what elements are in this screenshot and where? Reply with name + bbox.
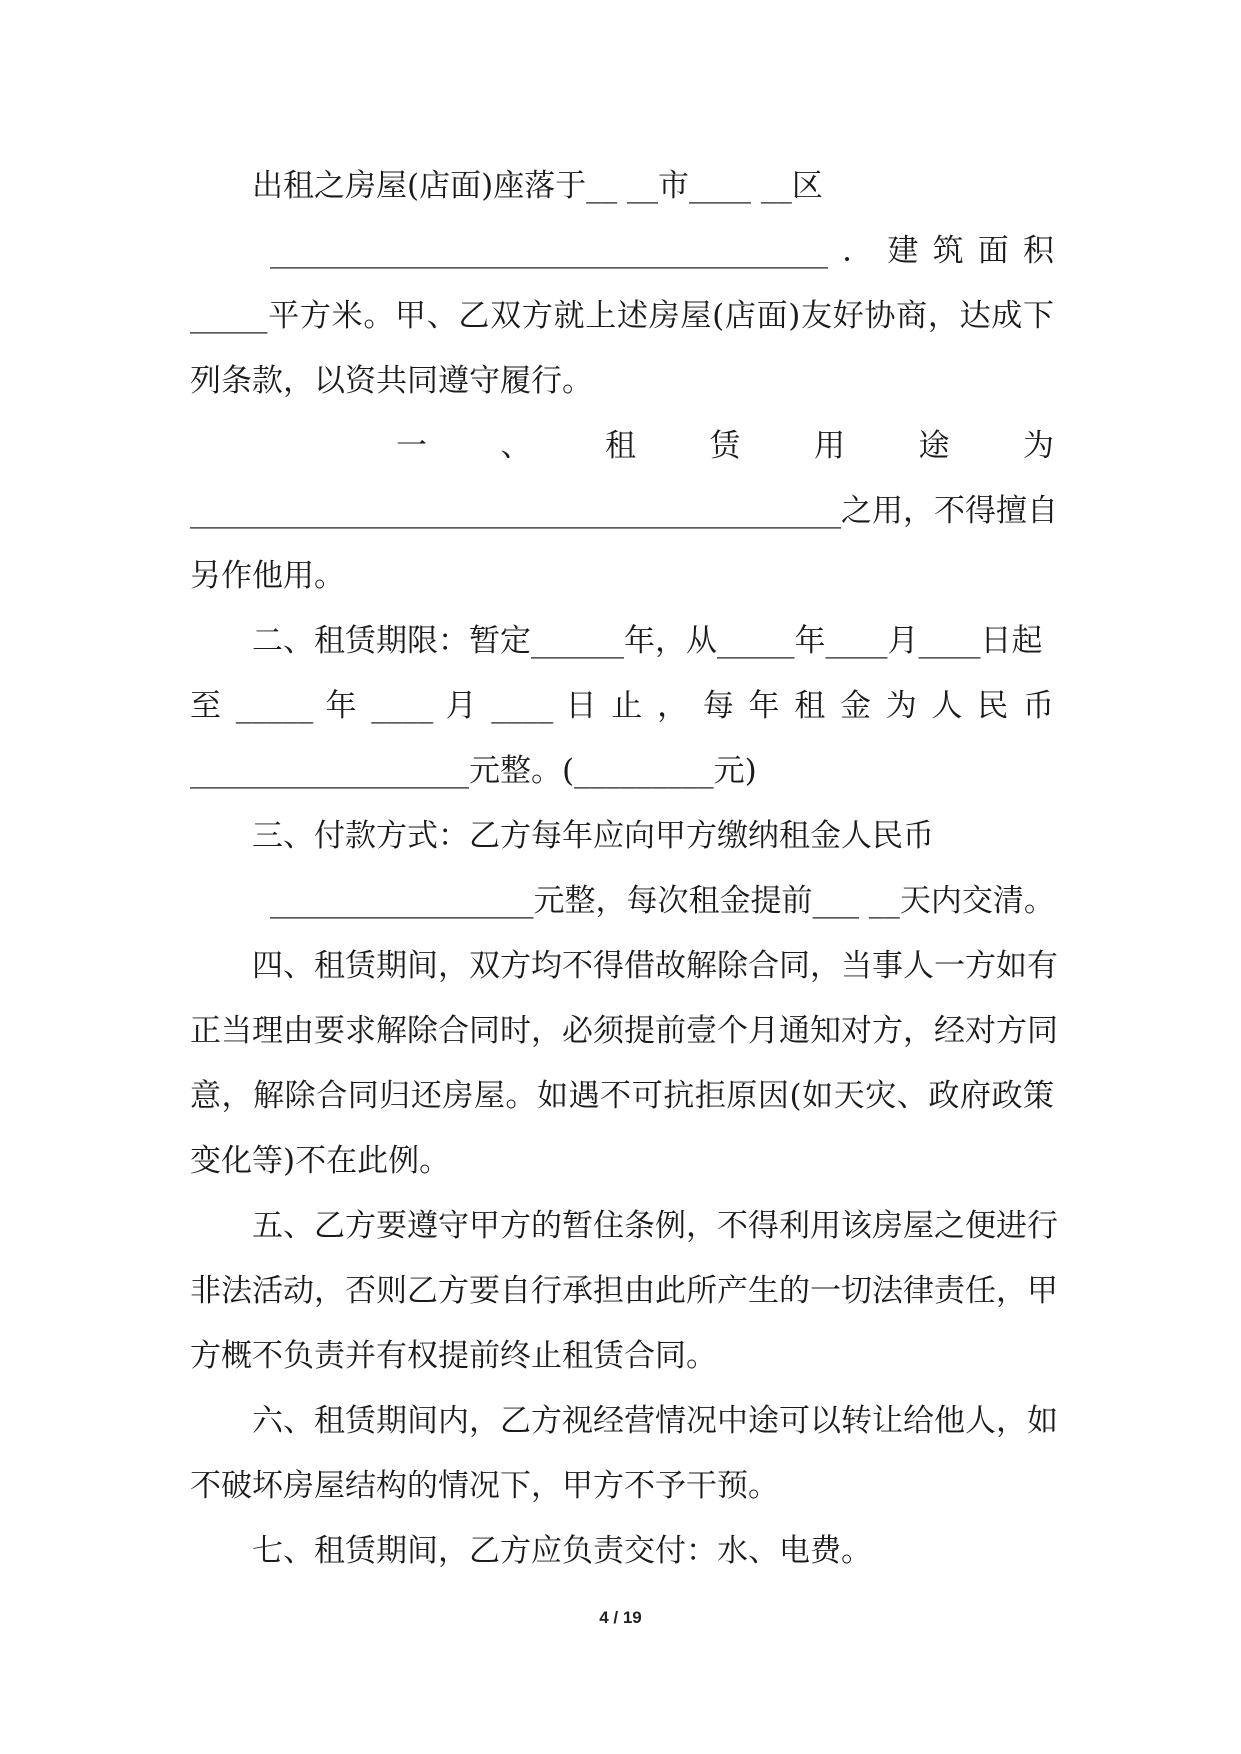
- text-line: 五、乙方要遵守甲方的暂住条例，不得利用该房屋之便进行: [252, 1208, 1058, 1244]
- text-line: ____________________________________．建筑面积: [270, 233, 1054, 269]
- page-number: 4 / 19: [599, 1608, 642, 1627]
- text-line: 一 、 租 赁 用 途 为: [396, 428, 1054, 464]
- text-line: 出租之房屋(店面)座落于__ __市____ __区: [252, 168, 823, 204]
- text-line: 变化等)不在此例。: [190, 1143, 451, 1179]
- text-line: 七、租赁期间，乙方应负责交付：水、电费。: [252, 1533, 872, 1569]
- text-line: 三、付款方式：乙方每年应向甲方缴纳租金人民币: [252, 818, 934, 854]
- text-line: 非法活动，否则乙方要自行承担由此所产生的一切法律责任，甲: [190, 1273, 1058, 1309]
- text-line: 不破坏房屋结构的情况下，甲方不予干预。: [190, 1468, 779, 1504]
- text-line: 意，解除合同归还房屋。如遇不可抗拒原因(如天灾、政府政策: [190, 1078, 1054, 1114]
- text-line: _________________元整，每次租金提前___ __天内交清。: [270, 883, 1055, 919]
- text-line: _____平方米。甲、乙双方就上述房屋(店面)友好协商，达成下: [190, 298, 1054, 334]
- text-line: __________________元整。(_________元): [190, 753, 757, 789]
- text-line: 另作他用。: [190, 558, 345, 594]
- text-line: 列条款，以资共同遵守履行。: [190, 363, 593, 399]
- text-line: 四、租赁期间，双方均不得借故解除合同，当事人一方如有: [252, 948, 1058, 984]
- text-line: __________________________________________之用，不得擅自: [190, 493, 1058, 529]
- text-line: 六、租赁期间内，乙方视经营情况中途可以转让给他人，如: [252, 1403, 1058, 1439]
- text-line: 二、租赁期限：暂定______年，从_____年____月____日起: [252, 623, 1043, 659]
- text-line: 正当理由要求解除合同时，必须提前壹个月通知对方，经对方同: [190, 1013, 1058, 1049]
- text-line: 方概不负责并有权提前终止租赁合同。: [190, 1338, 717, 1374]
- text-line: 至 _____ 年 ____ 月 ____ 日 止 ， 每 年 租 金 为 人 民 币: [190, 688, 1054, 724]
